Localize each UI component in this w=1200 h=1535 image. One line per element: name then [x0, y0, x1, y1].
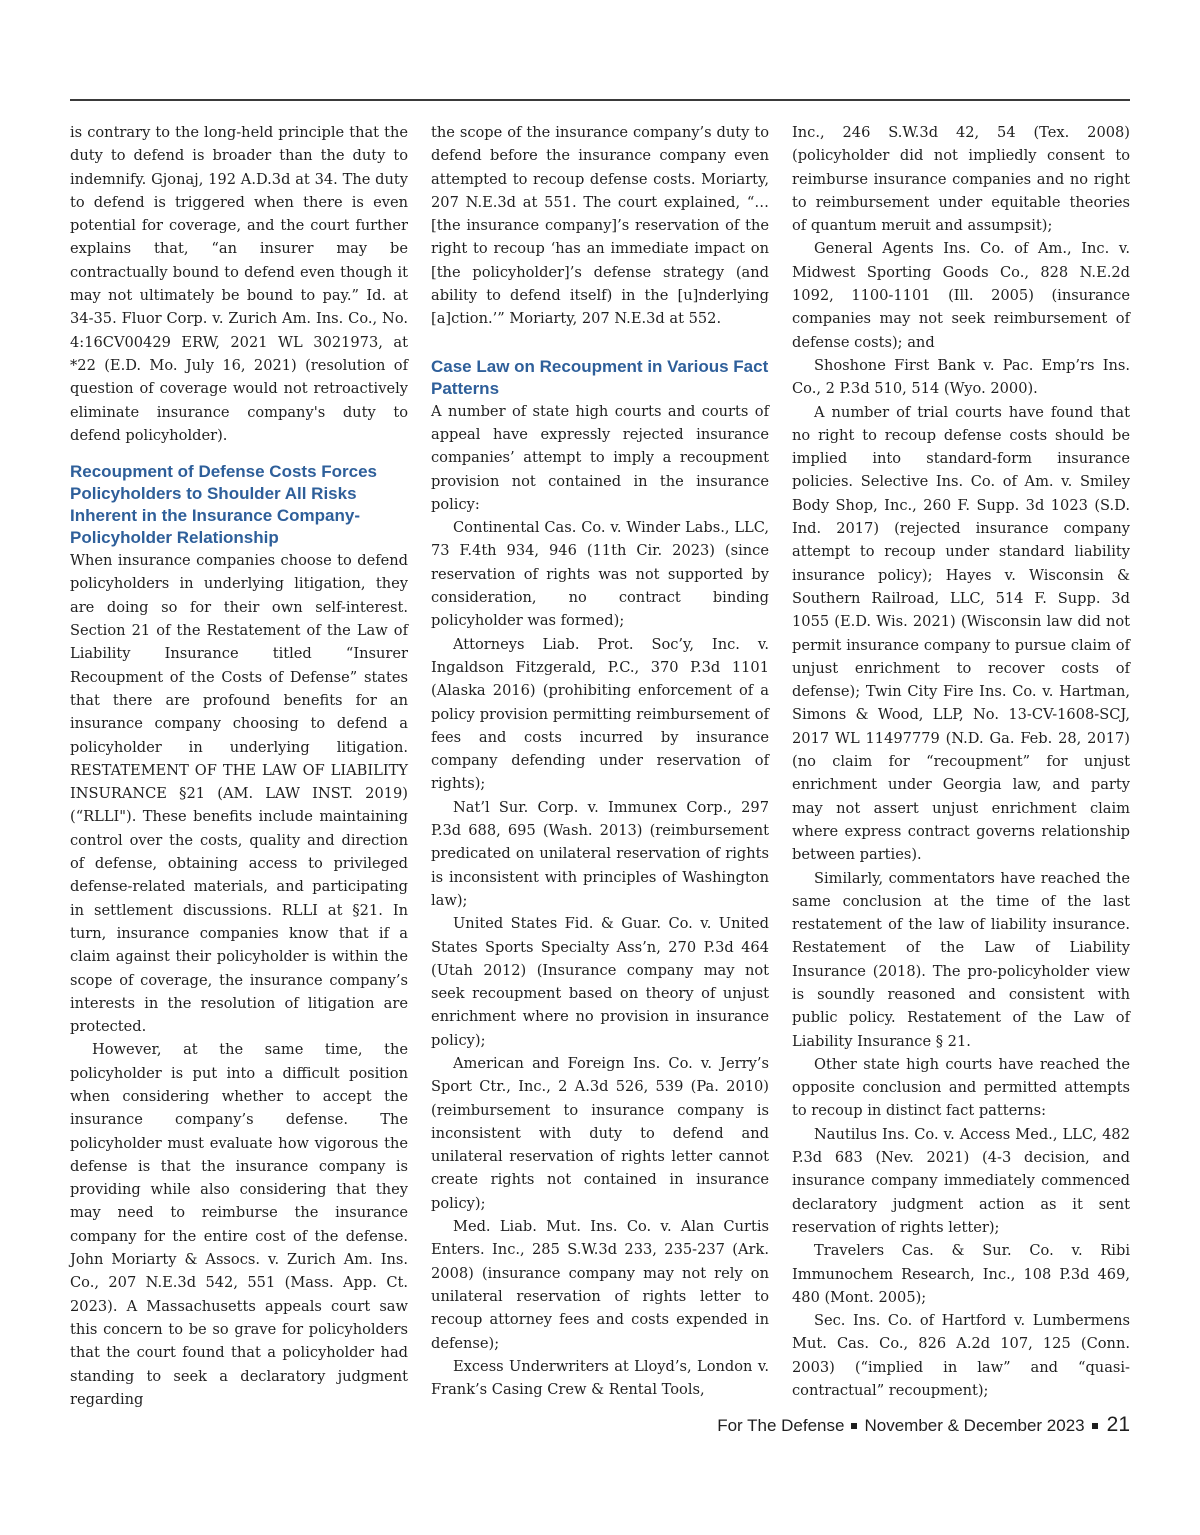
- paragraph: A number of trial courts have found that no right to recoup defense costs should be implied into standard-form insurance policies. Selective Ins. Co. of Am. v. Smiley Body Shop, Inc., 260 F. Supp. 3d 1023 (S.D. Ind. 2017) (rejected insurance company attempt to recoup under standard liability insurance policy); Hayes v. Wisconsin & Southern Railroad, LLC, 514 F. Supp. 3d 1055 (E.D. Wis. 2021) (Wisconsin law did not permit insurance company to pursue claim of unjust enrichment to recover costs of defense); Twin City Fire Ins. Co. v. Hartman, Simons & Wood, LLP, No. 13-CV-1608-SCJ, 2017 WL 11497779 (N.D. Ga. Feb. 28, 2017) (no claim for “recoupment” for unjust enrichment under Georgia law, and party may not assert unjust enrichment claim where express contract governs relationship between parties).: [792, 403, 1130, 864]
- case-citation: Shoshone First Bank v. Pac. Emp’rs Ins. Co., 2 P.3d 510, 514 (Wyo. 2000).: [792, 356, 1130, 398]
- case-citation: General Agents Ins. Co. of Am., Inc. v. Midwest Sporting Goods Co., 828 N.E.2d 1092, 1100-1101 (Ill. 2005) (insurance companies may not seek reimbursement of defense costs); and: [792, 240, 1130, 351]
- paragraph: Similarly, commentators have reached the same conclusion at the time of the last restatement of the law of liability insurance. Restatement of the Law of Liability Insurance (2018). The pro-policyholder view is soundly reasoned and consistent with public policy. Restatement of the Law of Liability Insurance § 21.: [792, 869, 1130, 1050]
- header-rule: [70, 99, 1130, 101]
- paragraph: Inc., 246 S.W.3d 42, 54 (Tex. 2008) (policyholder did not impliedly consent to reimburse insurance companies and no right to reimbursement under equitable theories of quantum meruit and assumpsit);: [792, 124, 1130, 235]
- case-citation: Nat’l Sur. Corp. v. Immunex Corp., 297 P.3d 688, 695 (Wash. 2013) (reimbursement predicated on unilateral reservation of rights is inconsistent with principles of Washington law);: [431, 798, 769, 909]
- case-citation: Travelers Cas. & Sur. Co. v. Ribi Immunochem Research, Inc., 108 P.3d 469, 480 (Mont. 2005);: [792, 1242, 1130, 1306]
- paragraph: When insurance companies choose to defend policyholders in underlying litigation, they are doing so for their own self-interest. Section 21 of the Restatement of the Law of Liability Insurance titled “Insurer Recoupment of the Costs of Defense” states that there are profound benefits for an insurance company choosing to defend a policyholder in underlying litigation. RESTATEMENT OF THE LAW OF LIABILITY INSURANCE §21 (AM. LAW INST. 2019) (“RLLI"). These benefits include maintaining control over the costs, quality and direction of defense, obtaining access to privileged defense-related materials, and participating in settlement discussions. RLLI at §21. In turn, insurance companies know that if a claim against their policyholder is within the scope of coverage, the insurance company’s interests in the resolution of litigation are protected.: [70, 552, 408, 1036]
- issue-date: November & December 2023: [864, 1416, 1085, 1435]
- paragraph: is contrary to the long-held principle that the duty to defend is broader than the duty to indemnify. Gjonaj, 192 A.D.3d at 34. The duty to defend is triggered when there is even potential for coverage, and the court further explains that, “an insurer may be contractually bound to defend even though it may not ultimately be bound to pay.” Id. at 34-35. Fluor Corp. v. Zurich Am. Ins. Co., No. 4:16CV00429 ERW, 2021 WL 3021973, at *22 (E.D. Mo. July 16, 2021) (resolution of question of coverage would not retroactively eliminate insurance company's duty to defend policyholder).: [70, 124, 408, 444]
- case-citation: United States Fid. & Guar. Co. v. United States Sports Specialty Ass’n, 270 P.3d 464 (Utah 2012) (Insurance company may not seek recoupment based on theory of unjust enrichment where no provision in insurance policy);: [431, 915, 769, 1049]
- paragraph: Other state high courts have reached the opposite conclusion and permitted attempts to recoup in distinct fact patterns:: [792, 1055, 1130, 1120]
- page-footer: [717, 1413, 1130, 1437]
- section-heading: Recoupment of Defense Costs Forces Policyholders to Shoulder All Risks Inherent in the Insurance Company-Policyholder Relationship: [70, 462, 378, 548]
- column-2: [431, 121, 769, 1401]
- section-heading: Case Law on Recoupment in Various Fact Patterns: [431, 356, 769, 398]
- case-citation: Nautilus Ins. Co. v. Access Med., LLC, 482 P.3d 683 (Nev. 2021) (4-3 decision, and insurance company immediately commenced declaratory judgment action as it sent reservation of rights letter);: [792, 1125, 1130, 1236]
- page-number: 21: [1106, 1413, 1130, 1436]
- paragraph: However, at the same time, the policyholder is put into a difficult position when considering whether to accept the insurance company’s defense. The policyholder must evaluate how vigorous the defense is that the insurance company is providing while also considering that they may need to reimburse the insurance company for the entire cost of the defense. John Moriarty & Assocs. v. Zurich Am. Ins. Co., 207 N.E.3d 542, 551 (Mass. App. Ct. 2023). A Massachusetts appeals court saw this concern to be so grave for policyholders that the court found that a policyholder had standing to seek a declaratory judgment regarding: [70, 1041, 408, 1408]
- bullet-separator: [1092, 1423, 1098, 1429]
- case-citation: Excess Underwriters at Lloyd’s, London v. Frank’s Casing Crew & Rental Tools,: [431, 1357, 769, 1399]
- case-citation: American and Foreign Ins. Co. v. Jerry’s Sport Ctr., Inc., 2 A.3d 526, 539 (Pa. 2010) (reimbursement to insurance company is inconsistent with duty to defend and unilateral reservation of rights letter cannot create rights not contained in insurance policy);: [431, 1054, 769, 1212]
- column-1: [70, 121, 408, 1411]
- bullet-separator: [851, 1423, 857, 1429]
- paragraph: A number of state high courts and courts of appeal have expressly rejected insurance companies’ attempt to imply a recoupment provision not contained in the insurance policy:: [431, 402, 769, 513]
- column-3: [792, 121, 1130, 1402]
- publication-name: For The Defense: [717, 1416, 845, 1435]
- case-citation: Attorneys Liab. Prot. Soc’y, Inc. v. Ingaldson Fitzgerald, P.C., 370 P.3d 1101 (Alaska 2016) (prohibiting enforcement of a policy provision permitting reimbursement of fees and costs incurred by insurance company defending under reservation of rights);: [431, 635, 769, 793]
- case-citation: Continental Cas. Co. v. Winder Labs., LLC, 73 F.4th 934, 946 (11th Cir. 2023) (since reservation of rights was not supported by consideration, no contract binding policyholder was formed);: [431, 519, 769, 630]
- case-citation: Sec. Ins. Co. of Hartford v. Lumbermens Mut. Cas. Co., 826 A.2d 107, 125 (Conn. 2003) (“implied in law” and “quasi-contractual” recoupment);: [792, 1312, 1130, 1400]
- paragraph: the scope of the insurance company’s duty to defend before the insurance company even attempted to recoup defense costs. Moriarty, 207 N.E.3d at 551. The court explained, “…[the insurance company]’s reservation of the right to recoup ‘has an immediate impact on [the policyholder]’s defense strategy (and ability to defend itself) in the [u]nderlying [a]ction.’” Moriarty, 207 N.E.3d at 552.: [431, 124, 769, 328]
- case-citation: Med. Liab. Mut. Ins. Co. v. Alan Curtis Enters. Inc., 285 S.W.3d 233, 235-237 (Ark. 2008) (insurance company may not rely on unilateral reservation of rights letter to recoup attorney fees and costs expended in defense);: [431, 1218, 769, 1352]
